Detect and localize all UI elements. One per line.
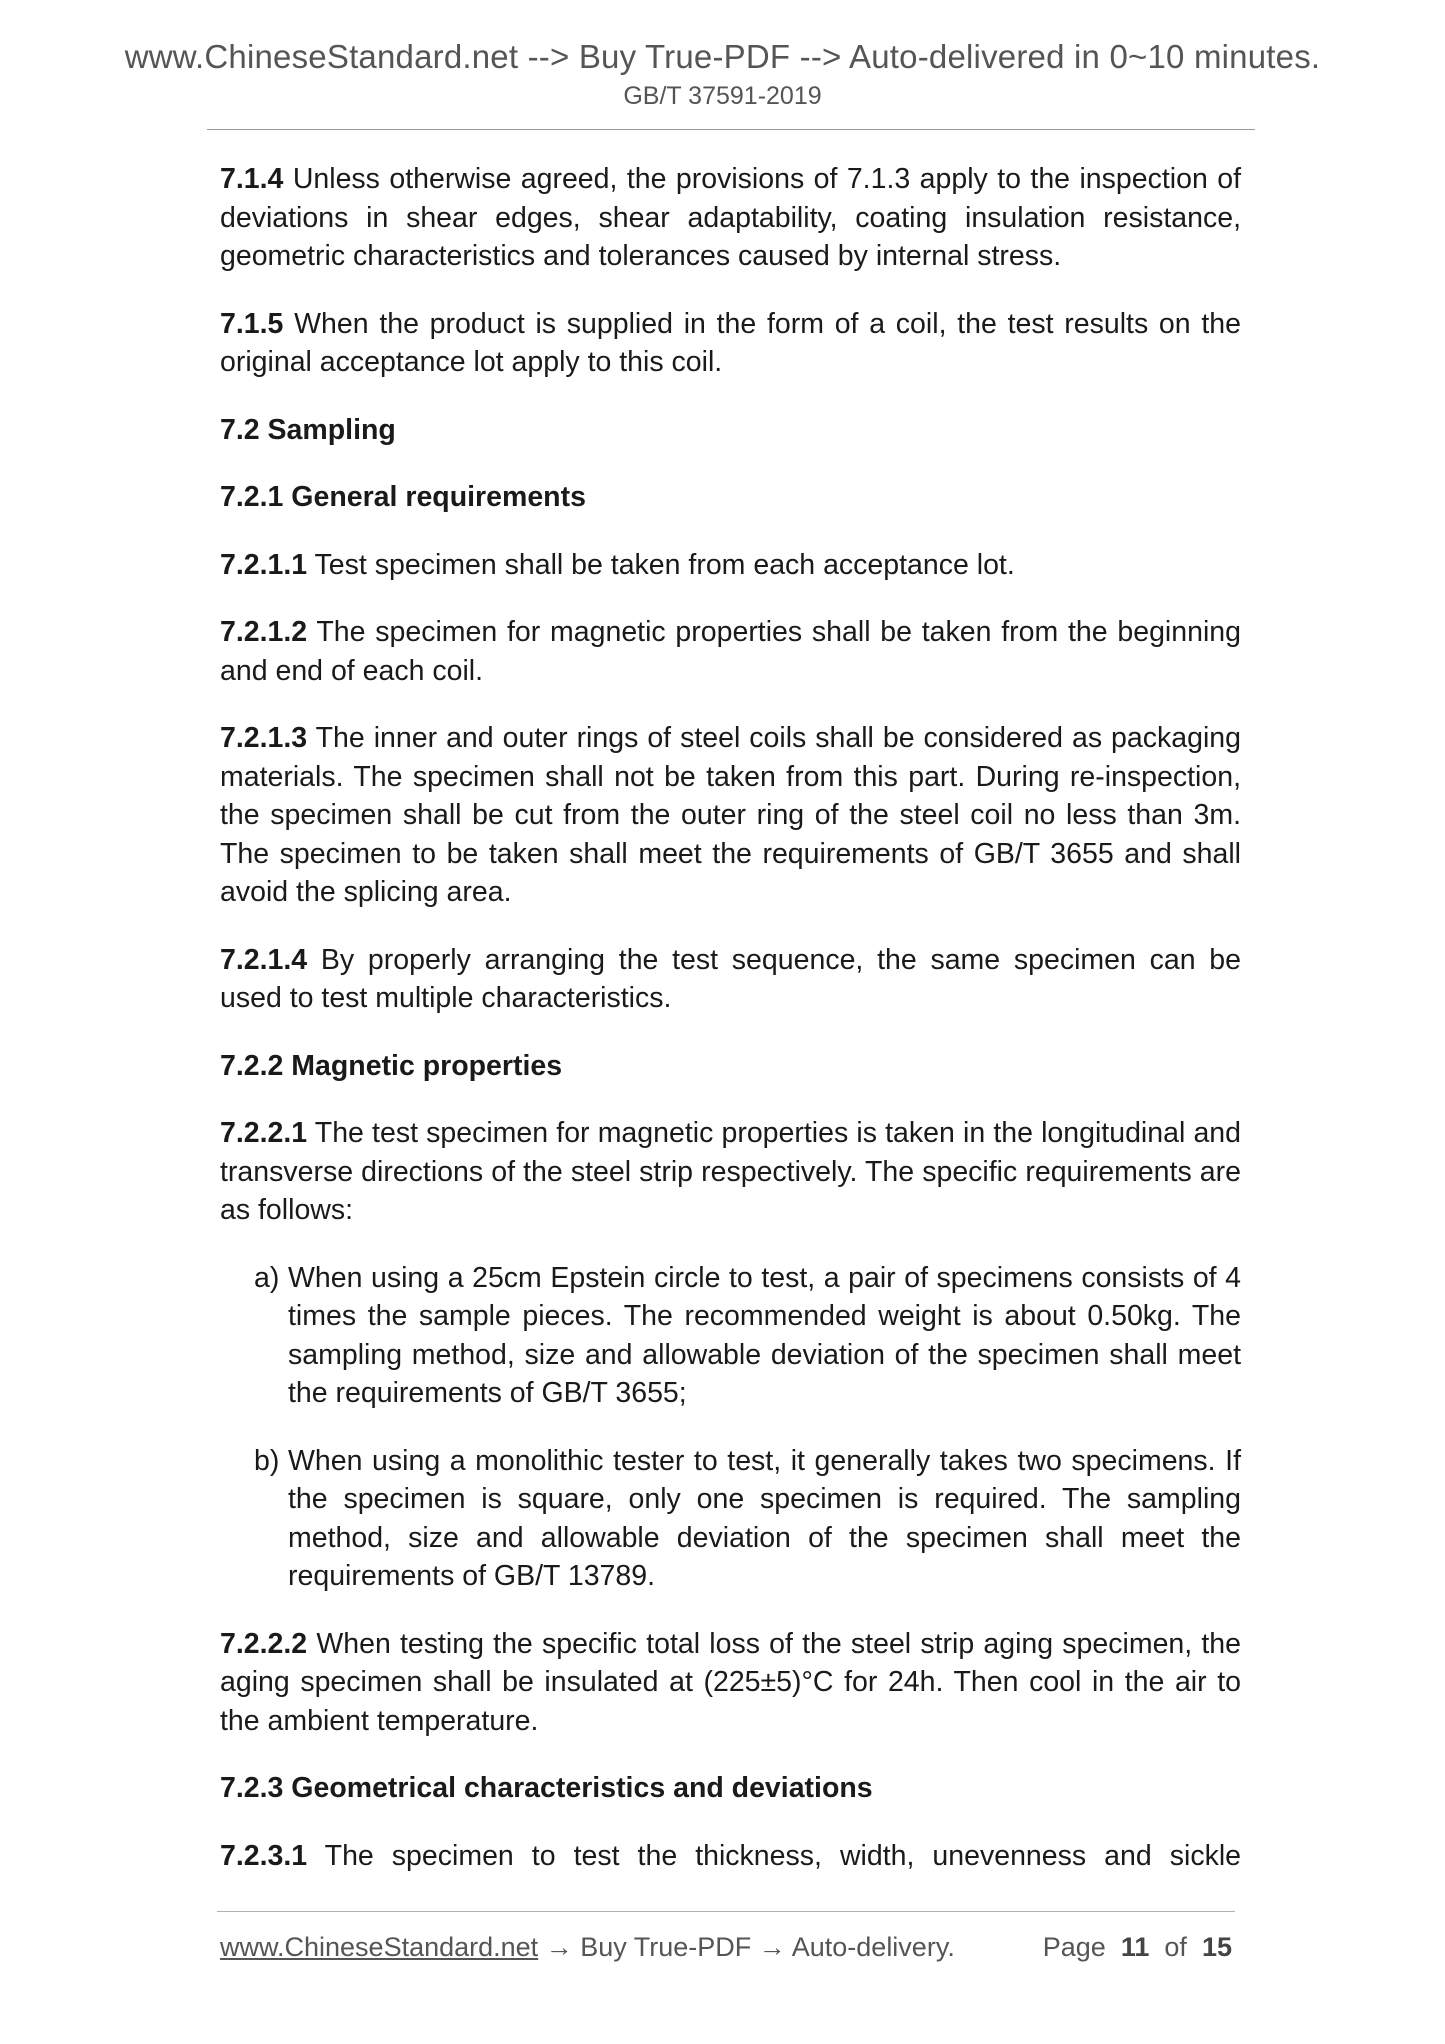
clause-number: 7.2.3.1 <box>220 1839 308 1872</box>
clause-number: 7.2.2.2 <box>220 1627 308 1660</box>
clause-7-2-3-1 <box>220 1837 1241 1876</box>
of-label: of <box>1164 1932 1187 1962</box>
list-marker: a) <box>254 1261 280 1294</box>
document-body <box>220 160 1241 1904</box>
header-divider <box>207 129 1255 130</box>
standard-number: GB/T 37591-2019 <box>623 82 822 110</box>
clause-number: 7.2.2.1 <box>220 1117 308 1149</box>
footer-divider <box>217 1911 1235 1912</box>
list-marker: b) <box>254 1444 280 1477</box>
clause-7-2-2-1 <box>220 1114 1241 1230</box>
clause-7-2-1-3 <box>220 719 1241 912</box>
clause-7-2-2-2 <box>220 1625 1241 1741</box>
clause-text: The specimen for magnetic properties shall be taken from the beginning and end of each coil. <box>220 616 1241 687</box>
clause-text: The test specimen for magnetic properties is taken in the longitudinal and transverse directions of the steel strip respectively. The specific requirements are as follows: <box>220 1117 1241 1226</box>
page-footer <box>220 1932 1232 1963</box>
section-heading-geometrical-characteristics: 7.2.3 Geometrical characteristics and deviations <box>220 1772 873 1804</box>
footer-site-link[interactable]: www.ChineseStandard.net <box>220 1932 539 1962</box>
list-item-a <box>254 1259 1241 1413</box>
section-heading-sampling: 7.2 Sampling <box>220 413 396 446</box>
clause-text: Test specimen shall be taken from each acceptance lot. <box>307 548 1015 581</box>
clause-7-1-4 <box>220 160 1241 276</box>
page-label: Page <box>1042 1932 1106 1962</box>
clause-text: The specimen to test the thickness, width, unevenness and sickle <box>307 1839 1241 1872</box>
list-item-b <box>254 1442 1241 1596</box>
page-total: 15 <box>1201 1932 1232 1962</box>
list-item-text: When using a 25cm Epstein circle to test, a pair of specimens consists of 4 times the sample pieces. The recommended weight is about 0.50kg. The sampling method, size and allowable deviation of the specimen shall meet the requirements of GB/T 3655; <box>288 1261 1241 1409</box>
clause-number: 7.1.5 <box>220 307 284 340</box>
clause-text: By properly arranging the test sequence, the same specimen can be used to test multiple characteristics. <box>220 943 1241 1014</box>
clause-number: 7.2.1.4 <box>220 943 308 976</box>
clause-7-2-1-4 <box>220 941 1241 1018</box>
clause-7-1-5 <box>220 305 1241 382</box>
clause-number: 7.1.4 <box>220 163 284 195</box>
footer-tagline: → Buy True-PDF → Auto-delivery. <box>538 1932 955 1962</box>
clause-text: When the product is supplied in the form of a coil, the test results on the original acceptance lot apply to this coil. <box>220 307 1241 378</box>
clause-text: The inner and outer rings of steel coils shall be considered as packaging materials. The specimen shall not be taken from this part. During re-inspection, the specimen shall be cut from the outer ring of the steel coil no less than 3m. The specimen to be taken shall meet the requirements of GB/T 3655 and shall avoid the splicing area. <box>220 722 1241 908</box>
page-indicator <box>1043 1932 1232 1963</box>
clause-number: 7.2.1.3 <box>220 722 308 754</box>
list-item-text: When using a monolithic tester to test, it generally takes two specimens. If the specimen is square, only one specimen is required. The sampling method, size and allowable deviation of the specimen shall meet the requirements of GB/T 13789. <box>288 1444 1241 1592</box>
section-heading-magnetic-properties: 7.2.2 Magnetic properties <box>220 1049 563 1082</box>
clause-7-2-1-1 <box>220 546 1241 585</box>
clause-text: When testing the specific total loss of the steel strip aging specimen, the aging specimen shall be insulated at (225±5)°C for 24h. Then cool in the air to the ambient temperature. <box>220 1627 1241 1737</box>
clause-number: 7.2.1.1 <box>220 548 308 581</box>
clause-7-2-1-2 <box>220 613 1241 690</box>
page-current: 11 <box>1120 1932 1150 1962</box>
clause-text: Unless otherwise agreed, the provisions of 7.1.3 apply to the inspection of deviations in shear edges, shear adaptability, coating insulation resistance, geometric characteristics and tolerances caused by internal stress. <box>220 163 1241 272</box>
footer-left <box>220 1932 955 1963</box>
header-banner: www.ChineseStandard.net --> Buy True-PDF --> Auto-delivered in 0~10 minutes. <box>124 38 1321 75</box>
section-heading-general-requirements: 7.2.1 General requirements <box>220 481 586 513</box>
clause-number: 7.2.1.2 <box>220 616 308 648</box>
